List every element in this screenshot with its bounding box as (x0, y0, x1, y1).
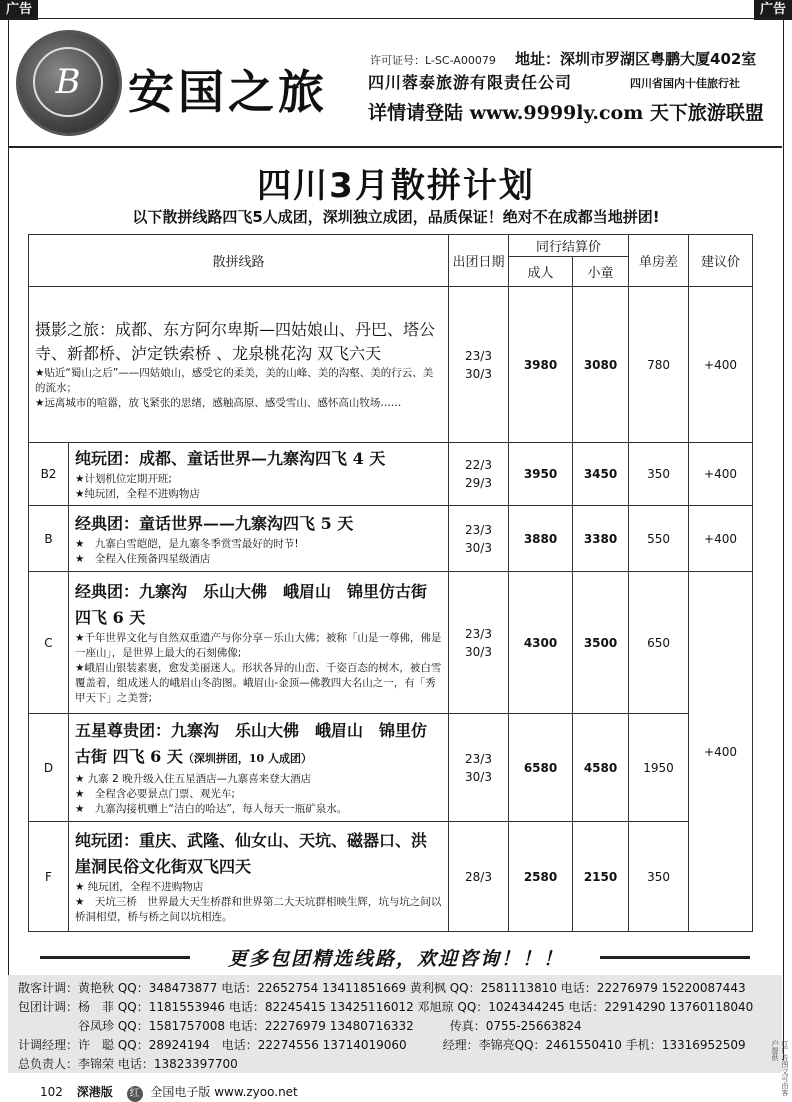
single-room-supplement: 780 (629, 287, 689, 443)
route-title: 经典团：童话世界——九寨沟四飞 5 天 (75, 513, 354, 533)
route-bullet: ★千年世界文化与自然双重遗产与你分享－乐山大佛；被称「山是一尊佛，佛是一座山」，是世界上最大的石刻佛像; (75, 632, 442, 659)
route-title: 纯玩团：重庆、武隆、仙女山、天坑、磁器口、洪崖洞民俗文化街双飞四天 (75, 831, 428, 876)
route-code: D (29, 714, 69, 822)
header-settlement: 同行结算价 (509, 235, 629, 257)
edition-label: 深港版 (76, 1085, 113, 1099)
route-code: F (29, 822, 69, 932)
single-room-supplement: 350 (629, 443, 689, 506)
adult-price: 3880 (509, 506, 573, 572)
route-bullet: ★纯玩团，全程不进购物店 (75, 488, 200, 500)
header-child: 小童 (573, 257, 629, 287)
route-cell (69, 506, 449, 572)
child-price: 3080 (573, 287, 629, 443)
page-number: 102 (40, 1085, 63, 1099)
suggested-price: +400 (689, 506, 753, 572)
route-bullet: ★贴近“蜀山之后”——四姑娘山，感受它的柔美，美的山峰、美的沟壑、美的行云、美的流水； (35, 367, 434, 394)
ad-tag-right: 广告 (754, 0, 792, 20)
page-footer (40, 1083, 308, 1102)
routes-table (28, 234, 753, 932)
route-bullet: ★ 全程入住预备四星级酒店 (75, 552, 211, 565)
contact-line: 总负责人：李锦荣 电话：13823397700 (18, 1057, 238, 1071)
route-bullet: ★ 九寨白雪皑皑，是九寨冬季赏雪最好的时节! (75, 537, 299, 550)
contacts-panel (8, 975, 782, 1073)
departure-dates: 23/3 30/3 (449, 572, 509, 714)
adult-price: 2580 (509, 822, 573, 932)
adult-price: 6580 (509, 714, 573, 822)
route-cell (69, 443, 449, 506)
route-bullet: ★ 九寨 2 晚升级入住五星酒店—九寨喜来登大酒店 (75, 773, 312, 785)
suggested-price: +400 (689, 572, 753, 932)
suggested-price: +400 (689, 443, 753, 506)
adult-price: 4300 (509, 572, 573, 714)
table-row (29, 506, 753, 572)
company-logo (16, 30, 122, 136)
departure-dates: 23/3 30/3 (449, 287, 509, 443)
table-row (29, 822, 753, 932)
page-title: 四川3月散拼计划 (257, 166, 535, 206)
license-number: 许可证号：L-SC-A00079 (370, 54, 496, 67)
adult-price: 3980 (509, 287, 573, 443)
route-title (75, 718, 442, 772)
route-bullet: ★计划机位定期开班; (75, 473, 172, 485)
child-price: 4580 (573, 714, 629, 822)
route-cell (69, 714, 449, 822)
departure-dates: 22/3 29/3 (449, 443, 509, 506)
route-title-suffix: （深圳拼团，10 人成团） (182, 752, 312, 765)
site-link[interactable]: 全国电子版 www.zyoo.net (150, 1085, 298, 1099)
route-bullet: ★ 全程含必要景点门票、观光车; (75, 788, 235, 800)
route-title: 经典团：九寨沟 乐山大佛 峨眉山 锦里仿古街四飞 6 天 (75, 582, 428, 627)
adult-price: 3950 (509, 443, 573, 506)
side-note: 红广告图文可由客户提供 (771, 1040, 789, 1096)
child-price: 3450 (573, 443, 629, 506)
header-route: 散拼线路 (29, 235, 449, 287)
departure-dates: 28/3 (449, 822, 509, 932)
more-routes-banner: 更多包团精选线路，欢迎咨询！！！ (227, 948, 564, 970)
route-code: B (29, 506, 69, 572)
table-row (29, 714, 753, 822)
route-bullet: ★ 纯玩团，全程不进购物店 (75, 881, 204, 893)
route-code: C (29, 572, 69, 714)
route-title: 纯玩团：成都、童话世界—九寨沟四飞 4 天 (75, 449, 386, 468)
table-row (29, 443, 753, 506)
route-code: B2 (29, 443, 69, 506)
route-title-text: 五星尊贵团：九寨沟 乐山大佛 峨眉山 锦里仿古街 四飞 6 天 (75, 721, 428, 766)
page-subtitle: 以下散拼线路四飞5人成团，深圳独立成团，品质保证！绝对不在成都当地拼团! (132, 208, 660, 226)
logo-letter: B (33, 47, 103, 117)
contact-line: 谷凤珍 QQ：1581757008 电话：22276979 13480716332 传真：0755-25663824 (18, 1019, 582, 1033)
route-bullet: ★ 天坑三桥 世界最大天生桥群和世界第二大天坑群相映生辉，坑与坑之间以桥洞相望，桥与桥之间以坑相连。 (75, 896, 442, 923)
suggested-price: +400 (689, 287, 753, 443)
header-single: 单房差 (629, 235, 689, 287)
departure-dates: 23/3 30/3 (449, 506, 509, 572)
brand-name: 安国之旅 (128, 65, 328, 119)
ad-tag-left: 广告 (0, 0, 38, 20)
edition-badge: 红 (127, 1086, 143, 1102)
single-room-supplement: 350 (629, 822, 689, 932)
route-cell (69, 822, 449, 932)
table-row (29, 572, 753, 714)
company-note: 四川省国内十佳旅行社 (630, 77, 740, 90)
contact-line: 包团计调：杨 菲 QQ：1181553946 电话：82245415 13425116012 邓旭琼 QQ：1024344245 电话：22914290 13760118040 (18, 1000, 754, 1014)
route-title: 摄影之旅：成都、东方阿尔卑斯—四姑娘山、丹巴、塔公寺、新都桥、泸定铁索桥 、龙泉桃花沟 双飞六天 (35, 320, 436, 363)
route-cell (29, 287, 449, 443)
contact-line: 计调经理：许 聪 QQ：28924194 电话：22274556 13714019060 经理：李锦亮QQ：2461550410 手机：13316952509 (18, 1038, 746, 1052)
single-room-supplement: 550 (629, 506, 689, 572)
header-departure: 出团日期 (449, 235, 509, 287)
route-bullet: ★远离城市的喧嚣，放飞紧张的思绪，感触高原、感受雪山、感怀高山牧场…… (35, 397, 402, 409)
table-row (29, 287, 753, 443)
header-adult: 成人 (509, 257, 573, 287)
company-name: 四川蓉泰旅游有限责任公司 (368, 73, 573, 92)
website-line[interactable]: 详情请登陆 www.9999ly.com 天下旅游联盟 (368, 102, 764, 124)
route-cell (69, 572, 449, 714)
child-price: 2150 (573, 822, 629, 932)
route-bullet: ★ 九寨沟接机赠上“洁白的哈达”，每人每天一瓶矿泉水。 (75, 803, 348, 815)
single-room-supplement: 650 (629, 572, 689, 714)
company-address: 地址：深圳市罗湖区粤鹏大厦402室 (515, 50, 757, 68)
child-price: 3500 (573, 572, 629, 714)
child-price: 3380 (573, 506, 629, 572)
header-suggest: 建议价 (689, 235, 753, 287)
route-bullet: ★峨眉山银装素裹，愈发美丽迷人。形状各异的山峦、千姿百态的树木，被白雪覆盖着，组成迷人的峨眉山冬韵图。峨眉山-金顶—佛教四大名山之一，有「秀甲天下」之美誉; (75, 662, 442, 704)
departure-dates: 23/3 30/3 (449, 714, 509, 822)
contact-line: 散客计调：黄艳秋 QQ：348473877 电话：22652754 13411851669 黄利枫 QQ：2581113810 电话：22276979 15220087443 (18, 981, 746, 995)
single-room-supplement: 1950 (629, 714, 689, 822)
